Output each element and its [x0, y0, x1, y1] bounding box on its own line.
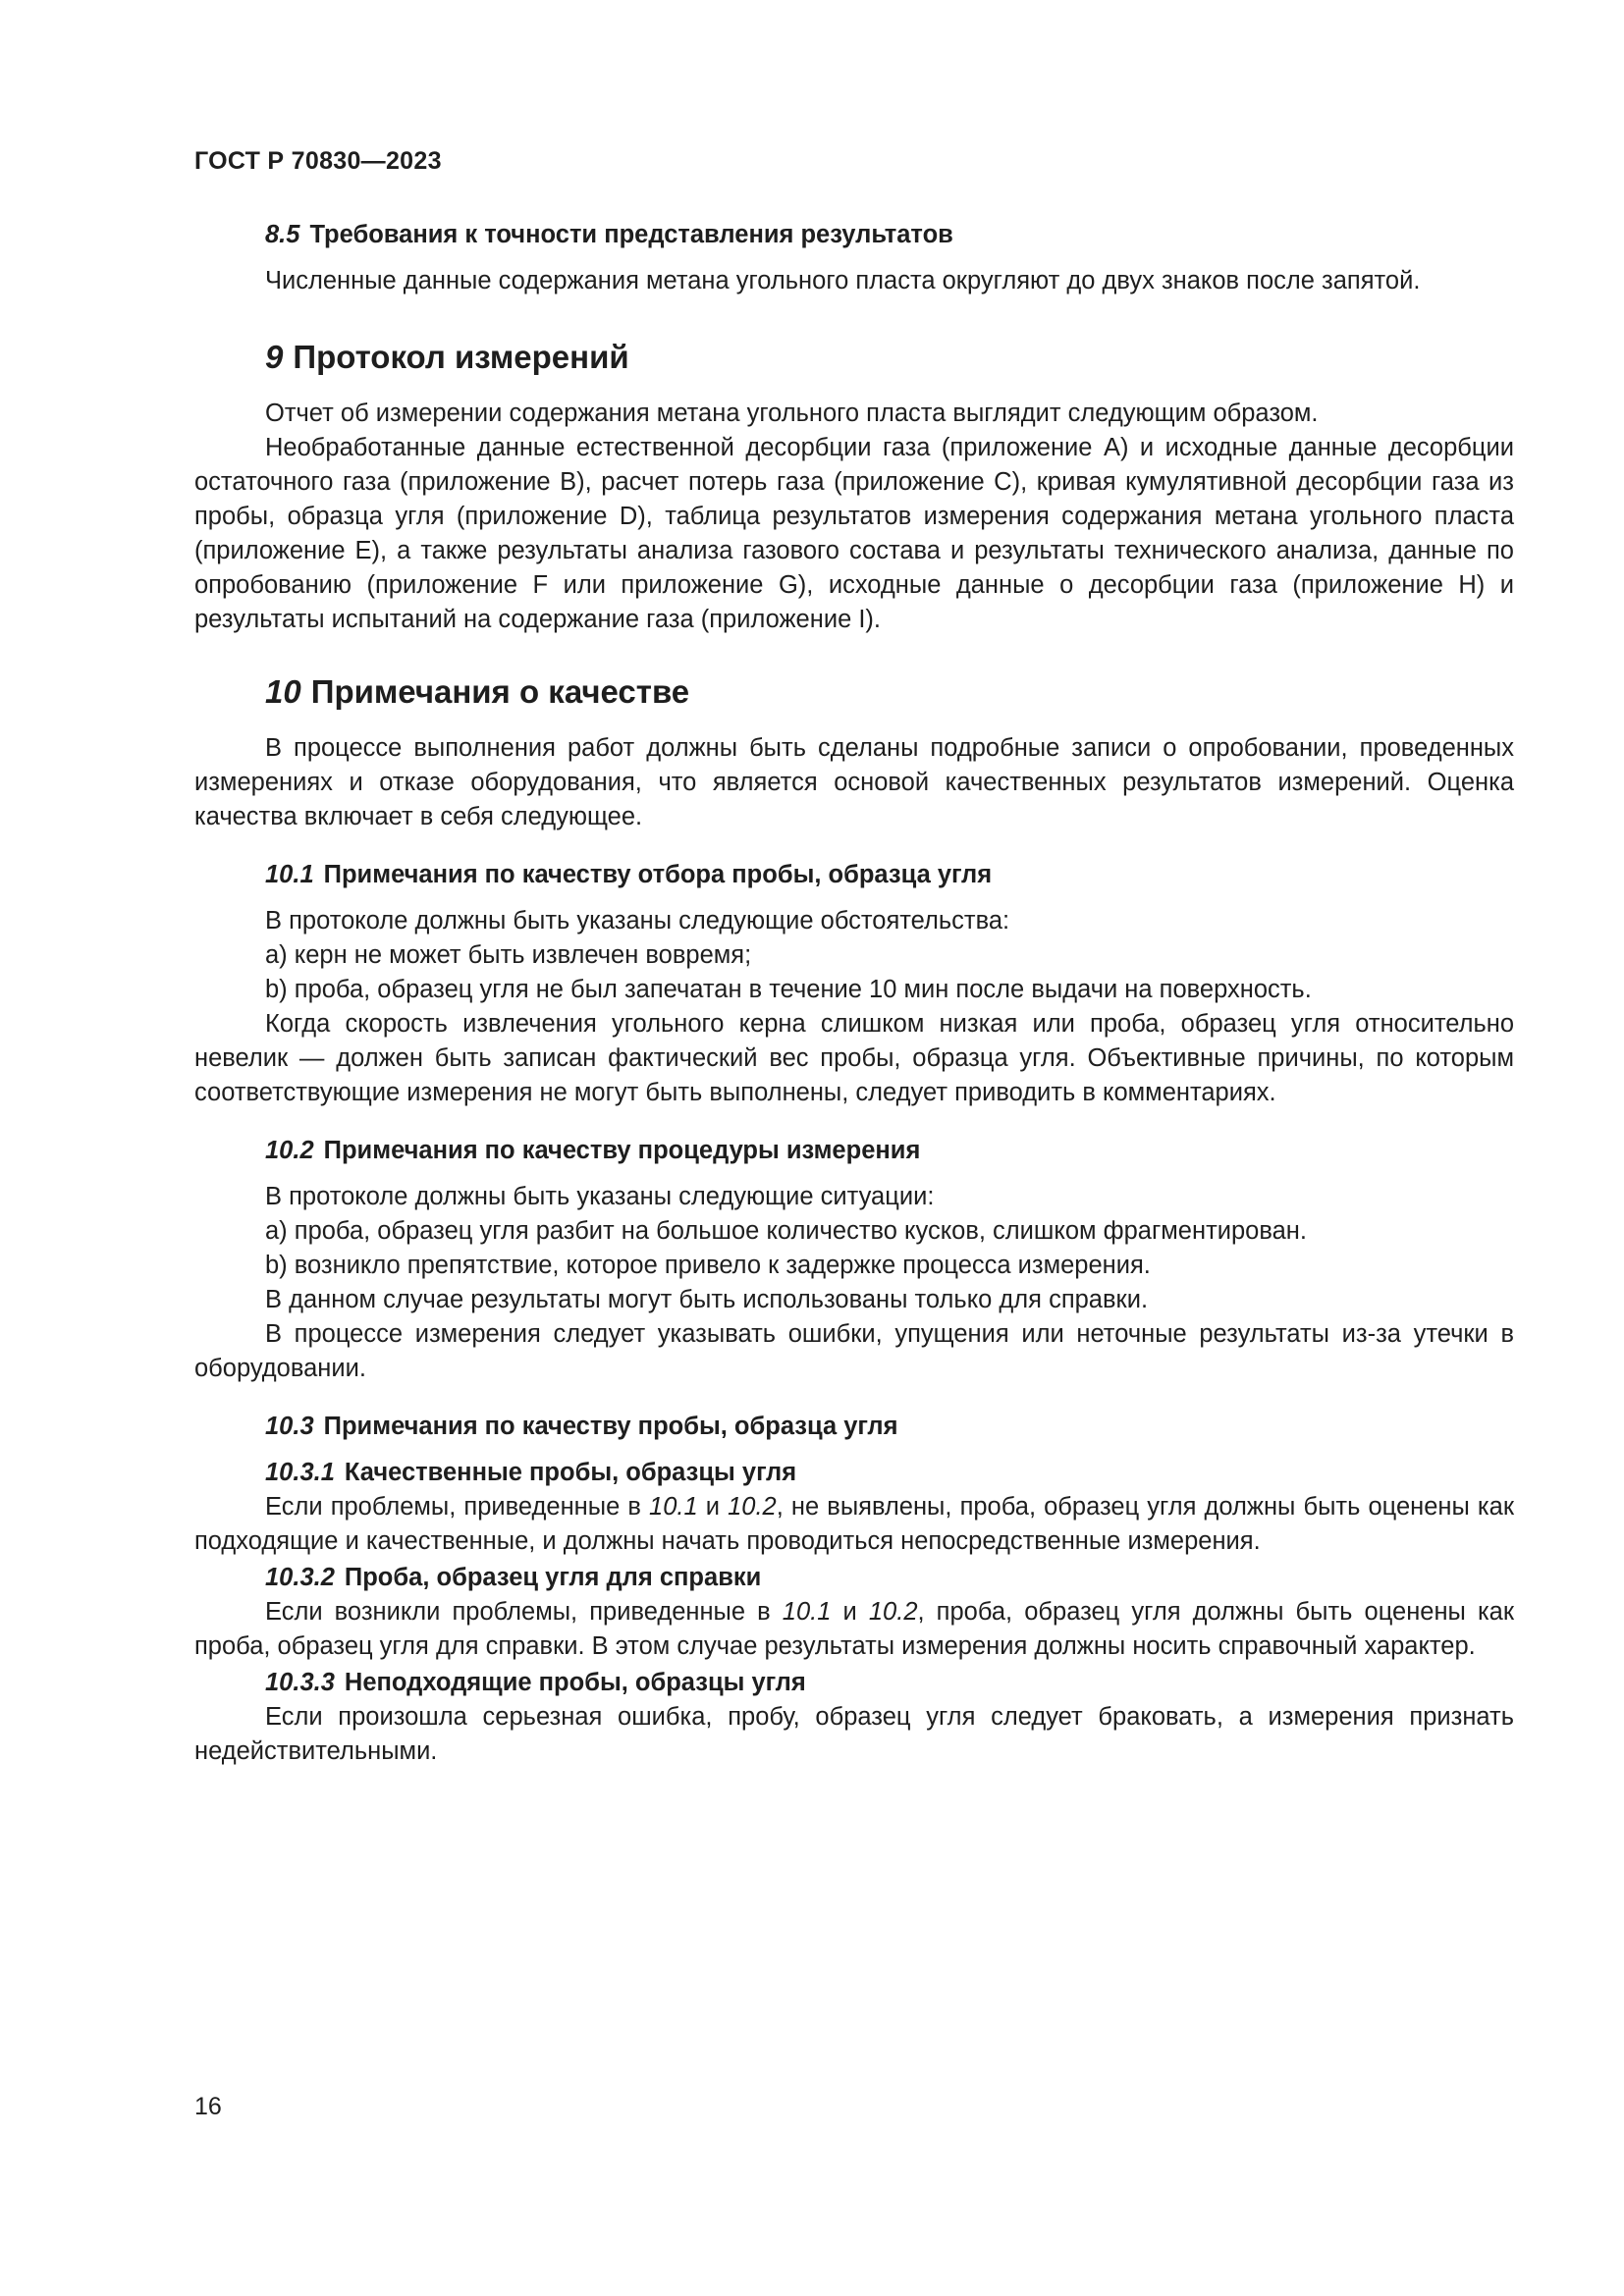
heading-number: 10.3 — [265, 1413, 314, 1440]
heading-10-3-3 — [265, 1666, 1514, 1700]
heading-number: 10.3.1 — [265, 1459, 335, 1486]
heading-number: 10.3.3 — [265, 1669, 335, 1696]
text: , не выявлены, проба, образец угля должны быть оценены как подходящие и качественные, и должны начать проводиться непосредственные измерения. — [194, 1493, 1514, 1555]
list-item: b) проба, образец угля не был запечатан в течение 10 мин после выдачи на поверхность. — [265, 976, 1312, 1003]
heading-9 — [265, 338, 1514, 377]
text: Если возникли проблемы, приведенные в — [265, 1598, 771, 1626]
heading-number: 8.5 — [265, 221, 300, 248]
heading-title: Требования к точности представления результатов — [309, 221, 953, 248]
paragraph — [194, 1490, 1514, 1559]
paragraph: В данном случае результаты могут быть использованы только для справки. — [265, 1286, 1149, 1313]
paragraph — [194, 1595, 1514, 1664]
heading-number: 10.3.2 — [265, 1564, 335, 1591]
heading-number: 10.1 — [265, 861, 314, 888]
list-item: a) керн не может быть извлечен вовремя; — [265, 941, 752, 969]
paragraph: Если произошла серьезная ошибка, пробу, образец угля следует браковать, а измерения признать недействительными. — [194, 1703, 1514, 1765]
heading-10-3-1 — [265, 1456, 1514, 1490]
page-content — [194, 218, 1514, 1769]
heading-title: Примечания по качеству пробы, образца угля — [323, 1413, 898, 1440]
cross-reference: 10.2 — [868, 1598, 918, 1626]
heading-8-5 — [265, 218, 1514, 252]
text: и — [842, 1598, 857, 1626]
text: и — [705, 1493, 720, 1521]
heading-10-2 — [265, 1134, 1514, 1168]
cross-reference: 10.1 — [649, 1493, 698, 1521]
heading-10-3-2 — [265, 1561, 1514, 1595]
heading-title: Протокол измерений — [293, 339, 629, 375]
cross-reference: 10.2 — [728, 1493, 777, 1521]
paragraph: В протоколе должны быть указаны следующие ситуации: — [265, 1183, 935, 1210]
paragraph: Отчет об измерении содержания метана угольного пласта выглядит следующим образом. — [265, 400, 1319, 427]
paragraph: Когда скорость извлечения угольного керна слишком низкая или проба, образец угля относительно невелик — должен быть записан фактический вес пробы, образца угля. Объективные причины, по которым соответствующие измерения не могут быть выполнены, следует приводить в комментариях. — [194, 1010, 1514, 1106]
heading-number: 10 — [265, 673, 301, 710]
page-number: 16 — [194, 2093, 222, 2120]
paragraph: Необработанные данные естественной десорбции газа (приложение А) и исходные данные десорбции остаточного газа (приложение В), расчет потерь газа (приложение С), кривая кумулятивной десорбции газа из пробы, образца угля (приложение D), таблица результатов измерения содержания метана угольного пласта (приложение Е), а также результаты анализа газового состава и результаты технического анализа, данные по опробованию (приложение F или приложение G), исходные данные о десорбции газа (приложение Н) и результаты испытаний на содержание газа (приложение I). — [194, 434, 1514, 633]
heading-title: Примечания по качеству отбора пробы, образца угля — [323, 861, 993, 888]
heading-10-1 — [265, 858, 1514, 892]
paragraph: Численные данные содержания метана угольного пласта округляют до двух знаков после запятой. — [265, 267, 1421, 294]
list-item: b) возникло препятствие, которое привело к задержке процесса измерения. — [265, 1252, 1151, 1279]
heading-title: Примечания по качеству процедуры измерения — [323, 1137, 921, 1164]
heading-title: Примечания о качестве — [310, 673, 690, 710]
cross-reference: 10.1 — [782, 1598, 832, 1626]
heading-title: Проба, образец угля для справки — [344, 1564, 762, 1591]
list-item: a) проба, образец угля разбит на большое количество кусков, слишком фрагментирован. — [265, 1217, 1307, 1245]
paragraph: В протоколе должны быть указаны следующие обстоятельства: — [265, 907, 1010, 934]
heading-number: 9 — [265, 339, 284, 375]
heading-title: Качественные пробы, образцы угля — [344, 1459, 797, 1486]
paragraph: В процессе измерения следует указывать ошибки, упущения или неточные результаты из-за утечки в оборудовании. — [194, 1320, 1514, 1382]
heading-number: 10.2 — [265, 1137, 314, 1164]
text: , проба, образец угля должны быть оценены как проба, образец угля для справки. В этом случае результаты измерения должны носить справочный характер. — [194, 1598, 1515, 1660]
heading-10-3 — [265, 1410, 1514, 1444]
heading-10 — [265, 672, 1514, 712]
text: Если проблемы, приведенные в — [265, 1493, 641, 1521]
standard-header: ГОСТ Р 70830—2023 — [194, 147, 442, 175]
heading-title: Неподходящие пробы, образцы угля — [344, 1669, 806, 1696]
paragraph: В процессе выполнения работ должны быть сделаны подробные записи о опробовании, проведенных измерениях и отказе оборудования, что является основой качественных результатов измерений. Оценка качества включает в себя следующее. — [194, 734, 1514, 830]
